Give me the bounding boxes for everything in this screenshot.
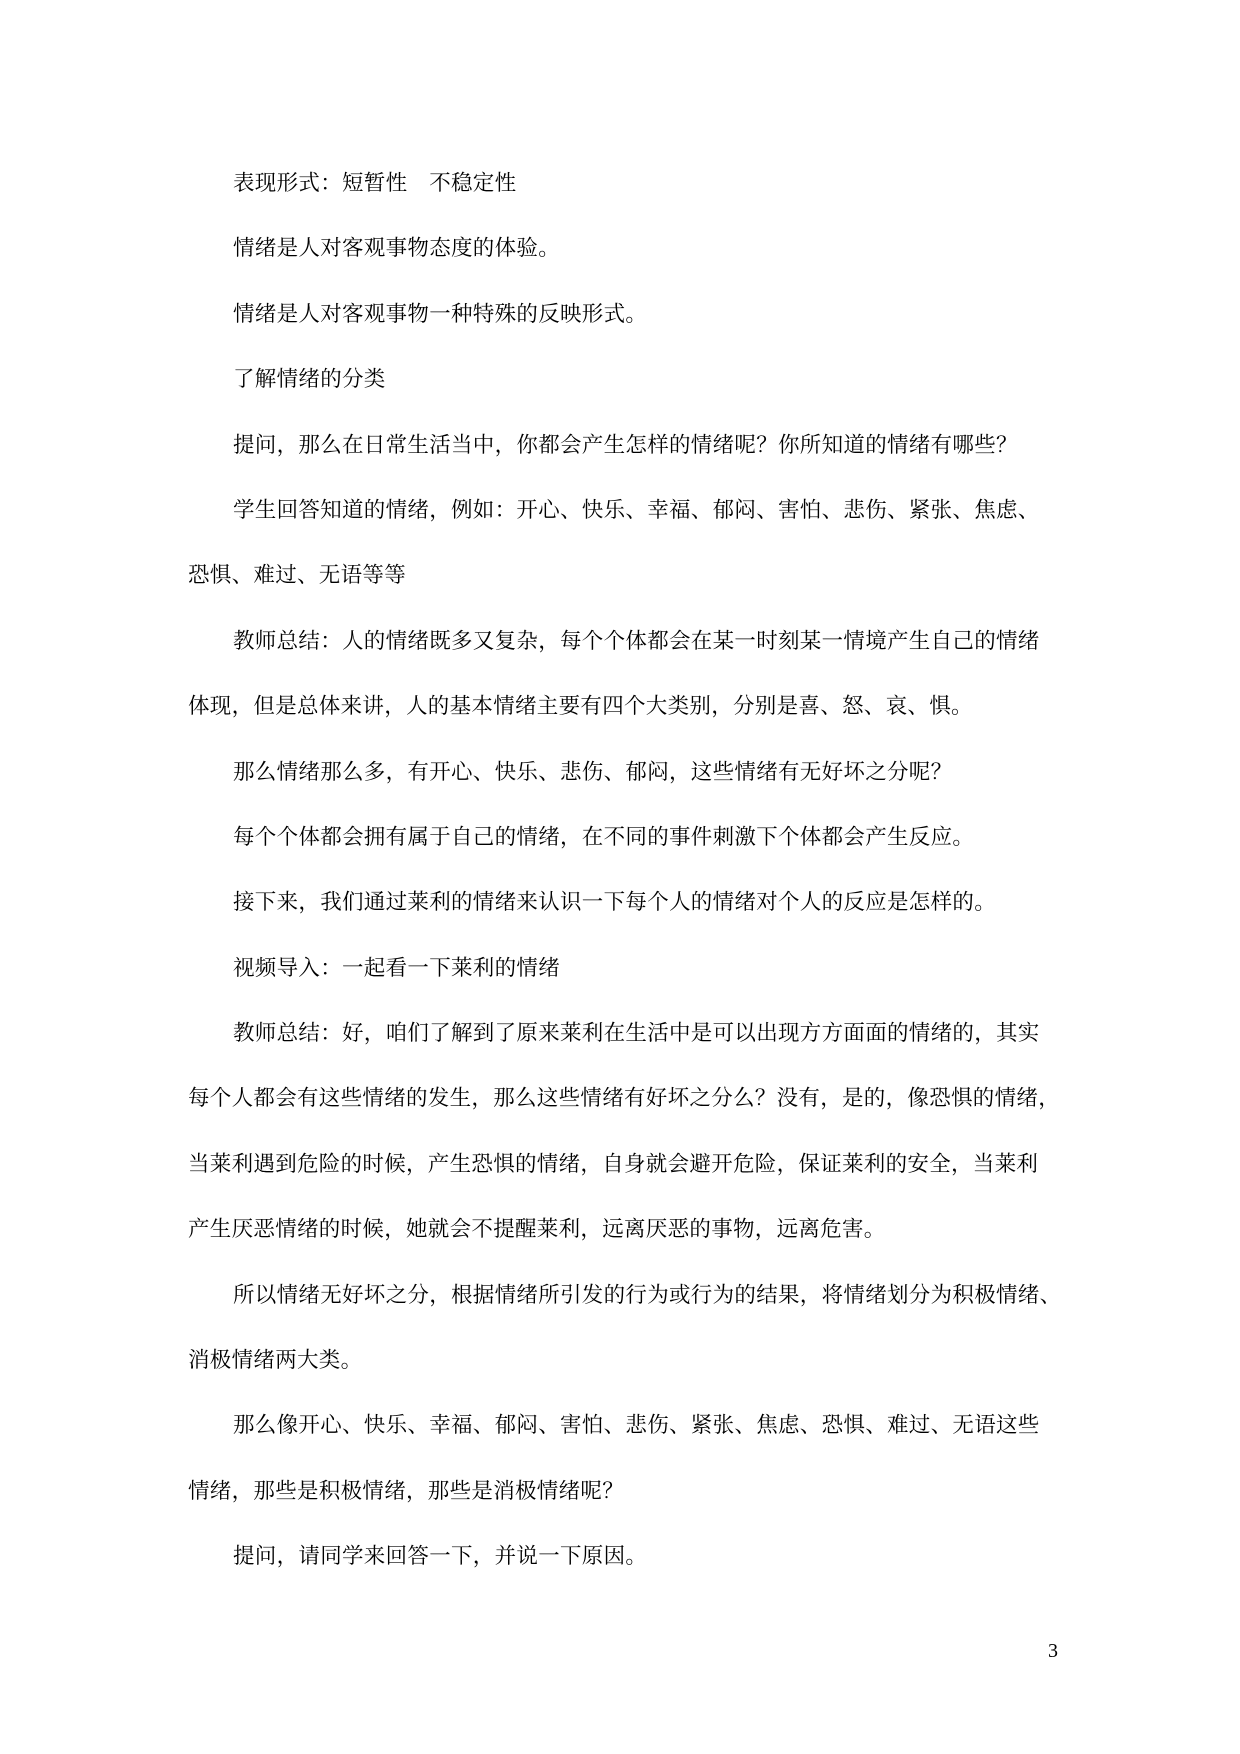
text-line: 学生回答知道的情绪，例如：开心、快乐、幸福、郁闷、害怕、悲伤、紧张、焦虑、: [233, 497, 1040, 523]
paragraph: [188, 478, 1068, 609]
paragraph: [188, 1393, 1068, 1524]
text-line: 接下来，我们通过莱利的情绪来认识一下每个人的情绪对个人的反应是怎样的。: [233, 890, 997, 916]
text-line: 提问，请同学来回答一下，并说一下原因。: [233, 1544, 648, 1570]
text-line: 当莱利遇到危险的时候，产生恐惧的情绪，自身就会避开危险，保证莱利的安全，当莱利: [188, 1151, 1039, 1177]
text-line: 情绪是人对客观事物一种特殊的反映形式。: [233, 301, 648, 327]
text-line: 那么情绪那么多，有开心、快乐、悲伤、郁闷，这些情绪有无好坏之分呢？: [233, 759, 953, 785]
text-line: 所以情绪无好坏之分，根据情绪所引发的行为或行为的结果，将情绪划分为积极情绪、: [233, 1282, 1062, 1308]
paragraph: [188, 151, 1068, 216]
text-line: 了解情绪的分类: [233, 367, 386, 393]
text-line: 恐惧、难过、无语等等: [188, 563, 407, 589]
text-line: 体现，但是总体来讲，人的基本情绪主要有四个大类别，分别是喜、怒、哀、惧。: [188, 694, 973, 720]
paragraph: [188, 216, 1068, 281]
text-line: 表现形式：短暂性 不稳定性: [233, 171, 517, 196]
text-line: 每个个体都会拥有属于自己的情绪，在不同的事件刺激下个体都会产生反应。: [233, 824, 975, 850]
text-line: 那么像开心、快乐、幸福、郁闷、害怕、悲伤、紧张、焦虑、恐惧、难过、无语这些: [233, 1413, 1040, 1439]
text-line: 提问，那么在日常生活当中，你都会产生怎样的情绪呢？你所知道的情绪有哪些？: [233, 432, 1018, 458]
paragraph: [188, 347, 1068, 412]
text-line: 情绪，那些是积极情绪，那些是消极情绪呢？: [188, 1478, 625, 1504]
paragraph: [188, 1263, 1068, 1394]
document-body: [188, 151, 1068, 1590]
paragraph: [188, 413, 1068, 478]
text-line: 产生厌恶情绪的时候，她就会不提醒莱利，远离厌恶的事物，远离危害。: [188, 1217, 886, 1243]
text-line: 每个人都会有这些情绪的发生，那么这些情绪有好坏之分么？没有，是的，像恐惧的情绪，: [188, 1086, 1061, 1112]
text-line: 情绪是人对客观事物态度的体验。: [233, 236, 561, 262]
text-line: 教师总结：好，咱们了解到了原来莱利在生活中是可以出现方方面面的情绪的，其实: [233, 1021, 1040, 1047]
paragraph: [188, 936, 1068, 1001]
paragraph: [188, 282, 1068, 347]
paragraph: [188, 609, 1068, 740]
text-line: 教师总结：人的情绪既多又复杂，每个个体都会在某一时刻某一情境产生自己的情绪: [233, 628, 1040, 654]
text-line: 消极情绪两大类。: [188, 1348, 363, 1374]
paragraph: [188, 1524, 1068, 1589]
text-line: 视频导入：一起看一下莱利的情绪: [233, 955, 561, 981]
page-number: 3: [1048, 1640, 1058, 1662]
paragraph: [188, 1001, 1068, 1263]
paragraph: [188, 870, 1068, 935]
paragraph: [188, 805, 1068, 870]
paragraph: [188, 740, 1068, 805]
